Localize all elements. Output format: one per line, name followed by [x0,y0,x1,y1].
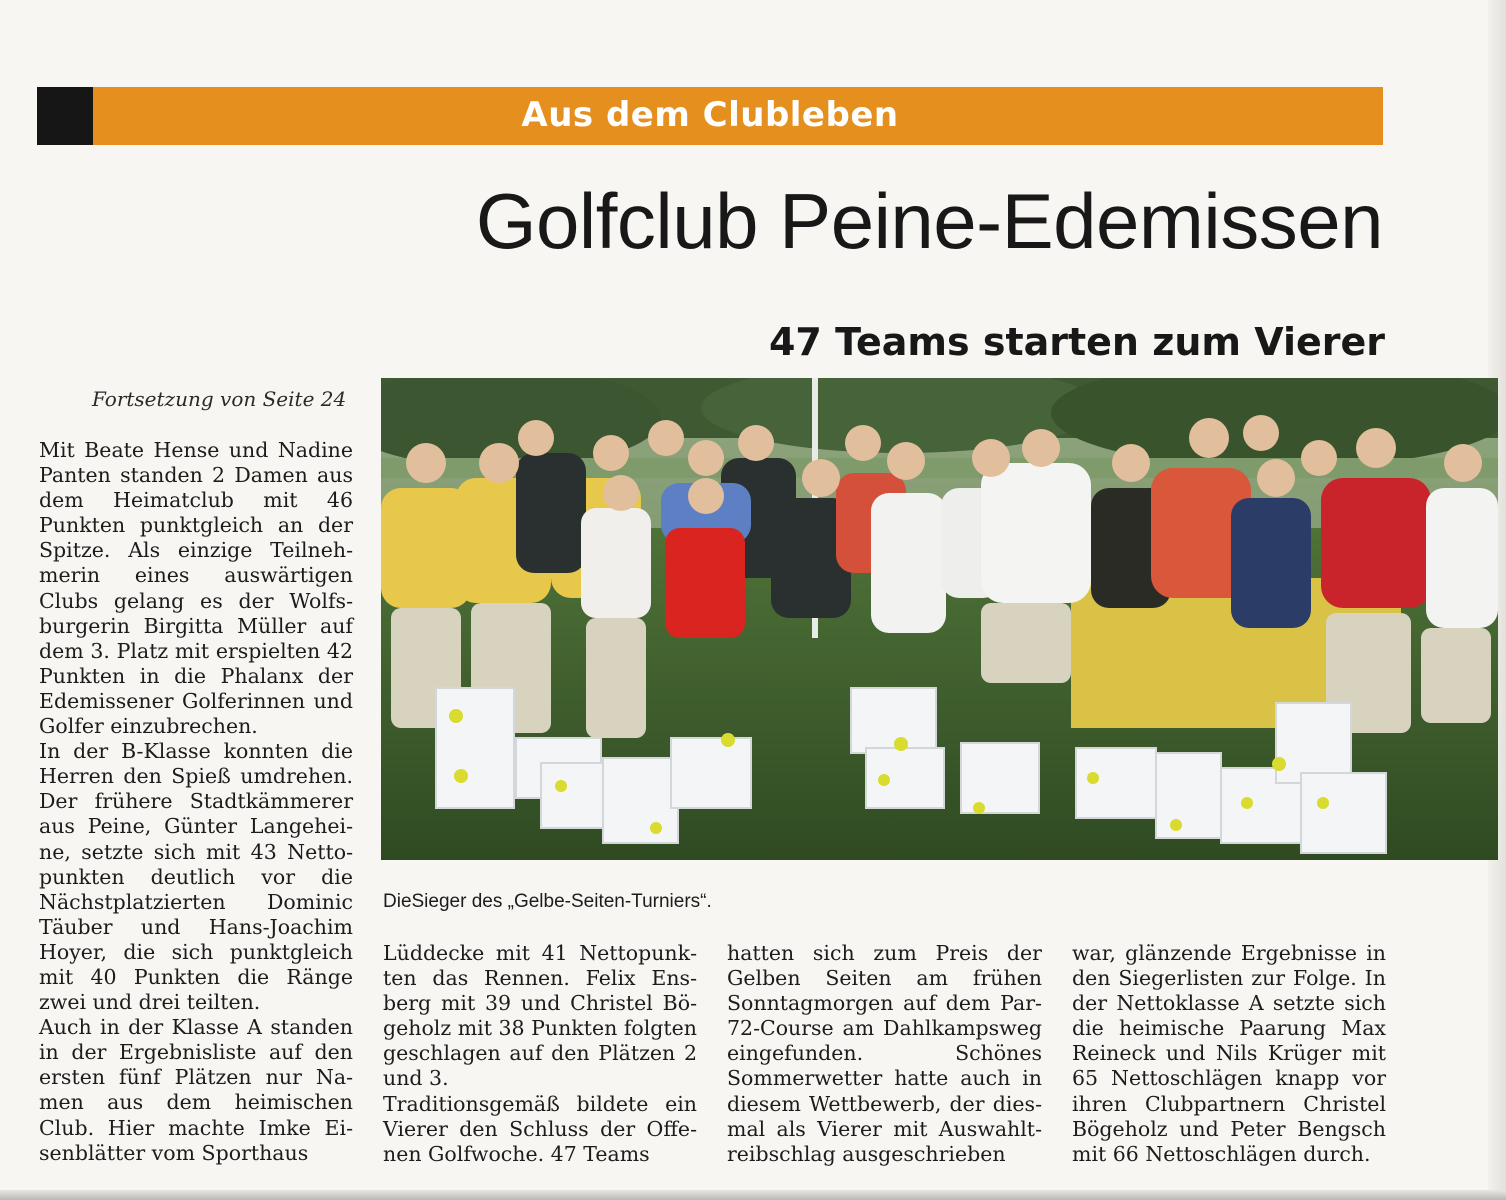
paragraph: hatten sich zum Preis der Gelben Seiten am frühen Sonntagmorgen auf dem Par-72-Course am Dahlkampsweg eingefunden. Schönes Sommerwetter hatte auch in diesem Wettbewerb, der diesmal als Vierer mit Auswahltreibschlag ausgeschrieben [727,941,1042,1166]
text-column-1 [39,438,353,1166]
paragraph: Traditionsgemäß bildete ein Vierer den Schluss der Offenen Golfwoche. 47 Teams [383,1091,697,1166]
paragraph: Auch in der Klasse A standen in der Ergebnisliste auf den ersten fünf Plätzen nur Namen aus dem heimischen Club. Hier machte Imke Eisenblätter vom Sporthaus [39,1015,353,1165]
section-banner [37,87,1383,145]
text-column-2 [383,941,697,1167]
photo-caption: DieSieger des „Gelbe-Seiten-Turniers“. [383,891,712,912]
text-column-3 [727,941,1042,1167]
page-bottom-edge [0,1190,1506,1200]
continued-from-note: Fortsetzung von Seite 24 [92,387,347,411]
text-column-4 [1072,941,1386,1167]
article-subheadline: 47 Teams starten zum Vierer [768,320,1385,364]
bleed-through-text [40,188,380,258]
section-title: Aus dem Clubleben [521,95,899,135]
paragraph: war, glänzende Ergebnisse in den Siegerlisten zur Folge. In der Nettoklasse A setzte sich die heimische Paarung Max Reineck und Nils Krüger mit 65 Nettoschlägen knapp vor ihren Clubpartnern Christel Bögeholz und Peter Bengsch mit 66 Nettoschlägen durch. [1072,941,1386,1166]
group-photo [381,378,1498,860]
paragraph: Mit Beate Hense und Nadine Panten standen 2 Damen aus dem Heimatclub mit 46 Punkten punktgleich an der Spitze. Als einzige Teilnehmerin eines auswärtigen Clubs gelang es der Wolfsburgerin Birgitta Müller auf dem 3. Platz mit erspielten 42 Punkten in die Phalanx der Edemissener Golferinnen und Golfer einzubrechen. [39,438,353,739]
article-headline: Golfclub Peine-Edemissen [475,177,1383,265]
paragraph: Lüddecke mit 41 Nettopunkten das Rennen. Felix Ensberg mit 39 und Christel Bögeholz mit 38 Punkten folgten geschlagen auf den Plätzen 2 und 3. [383,941,697,1091]
paragraph: In der B-Klasse konnten die Herren den Spieß umdrehen. Der frühere Stadtkämmerer aus Peine, Günter Langeheine, setzte sich mit 43 Nettopunkten deutlich vor die Nächstplatzierten Dominic Täuber und Hans-Joachim Hoyer, die sich punktgleich mit 40 Punkten die Ränge zwei und drei teilten. [39,739,353,1015]
